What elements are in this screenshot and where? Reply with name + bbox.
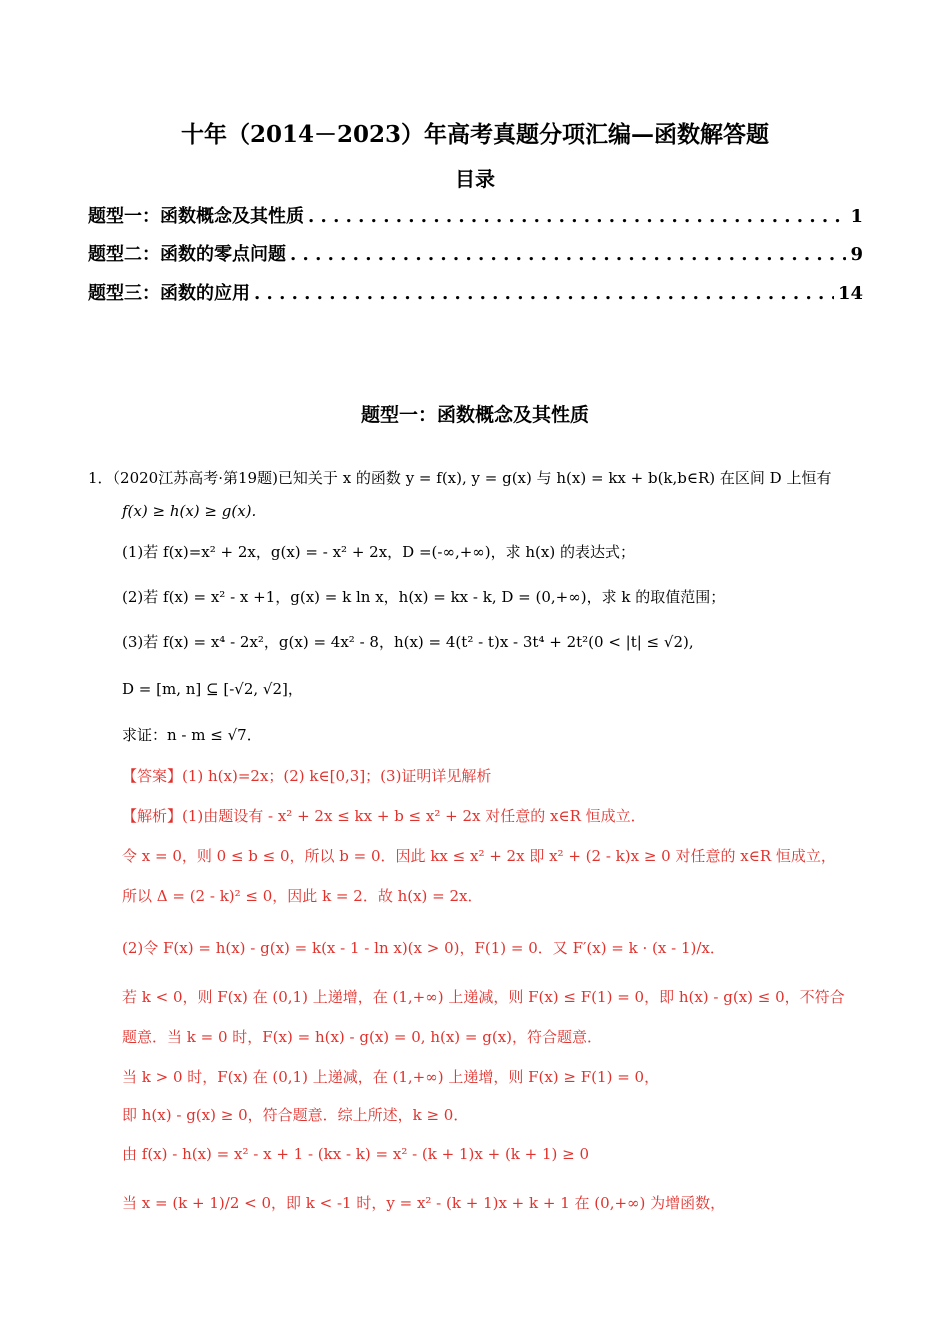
problem-part-2: (2)若 f(x) = x² - x +1，g(x) = k ln x，h(x) = kx - k, D = (0,+∞)，求 k 的取值范围； — [122, 588, 726, 606]
toc-heading: 目录 — [455, 167, 495, 191]
solution-line: 由 f(x) - h(x) = x² - x + 1 - (kx - k) = x² - (k + 1)x + (k + 1) ≥ 0 — [122, 1145, 590, 1163]
problem-statement-line: 1．（2020江苏高考·第19题)已知关于 x 的函数 y = f(x), y = g(x) 与 h(x) = kx + b(k,b∈R) 在区间 D 上恒有 — [88, 469, 832, 487]
problem-part-1: (1)若 f(x)=x² + 2x，g(x) = - x² + 2x，D =(-∞,+∞)，求 h(x) 的表达式； — [122, 543, 635, 561]
solution-line: 若 k < 0，则 F(x) 在 (0,1) 上递增，在 (1,+∞) 上递减，则 F(x) ≤ F(1) = 0，即 h(x) - g(x) ≤ 0，不符合 — [122, 988, 845, 1006]
toc-entry-label: 题型三：函数的应用 — [88, 283, 250, 304]
solution-line: 令 x = 0，则 0 ≤ b ≤ 0，所以 b = 0．因此 kx ≤ x² + 2x 即 x² + (2 - k)x ≥ 0 对任意的 x∈R 恒成立， — [122, 847, 836, 865]
toc-leader-dots — [308, 206, 846, 227]
solution-line: 当 x = (k + 1)/2 < 0，即 k < -1 时，y = x² - (k + 1)x + k + 1 在 (0,+∞) 为增函数， — [122, 1194, 726, 1212]
toc-entry-label: 题型一：函数概念及其性质 — [88, 206, 304, 227]
toc-entry[interactable] — [88, 202, 863, 228]
toc-entry[interactable] — [88, 279, 863, 305]
solution-line: 当 k > 0 时，F(x) 在 (0,1) 上递减，在 (1,+∞) 上递增，则 F(x) ≥ F(1) = 0， — [122, 1068, 660, 1086]
problem-part-3-domain: D = [m, n] ⊆ [-√2, √2]， — [122, 680, 303, 698]
problem-statement-line: f(x) ≥ h(x) ≥ g(x). — [122, 502, 257, 520]
document-title: 十年（2014－2023）年高考真题分项汇编—函数解答题 — [180, 121, 770, 148]
toc-leader-dots — [290, 244, 846, 265]
solution-line: (2)令 F(x) = h(x) - g(x) = k(x - 1 - ln x)(x > 0)，F(1) = 0．又 F′(x) = k · (x - 1)/x． — [122, 939, 725, 957]
solution-line: 题意．当 k = 0 时，F(x) = h(x) - g(x) = 0, h(x) = g(x)，符合题意． — [122, 1028, 603, 1046]
solution-line: 即 h(x) - g(x) ≥ 0，符合题意．综上所述，k ≥ 0． — [122, 1106, 469, 1124]
problem-proof-goal: 求证：n - m ≤ √7． — [122, 726, 262, 744]
toc-entry[interactable] — [88, 240, 863, 266]
toc-entry-page: 14 — [837, 283, 863, 304]
solution-line: 所以 Δ = (2 - k)² ≤ 0，因此 k = 2．故 h(x) = 2x． — [122, 887, 483, 905]
toc-entry-page: 9 — [850, 244, 863, 265]
toc-leader-dots — [254, 283, 834, 304]
problem-part-3: (3)若 f(x) = x⁴ - 2x²，g(x) = 4x² - 8，h(x) = 4(t² - t)x - 3t⁴ + 2t²(0 < |t| ≤ √2), — [122, 633, 694, 651]
solution-line: 【解析】(1)由题设有 - x² + 2x ≤ kx + b ≤ x² + 2x 对任意的 x∈R 恒成立． — [122, 807, 646, 825]
section-heading: 题型一：函数概念及其性质 — [360, 404, 589, 426]
toc-entry-page: 1 — [850, 206, 863, 227]
toc-entry-label: 题型二：函数的零点问题 — [88, 244, 286, 265]
answer-line: 【答案】(1) h(x)=2x；(2) k∈[0,3]；(3)证明详见解析 — [122, 767, 492, 785]
